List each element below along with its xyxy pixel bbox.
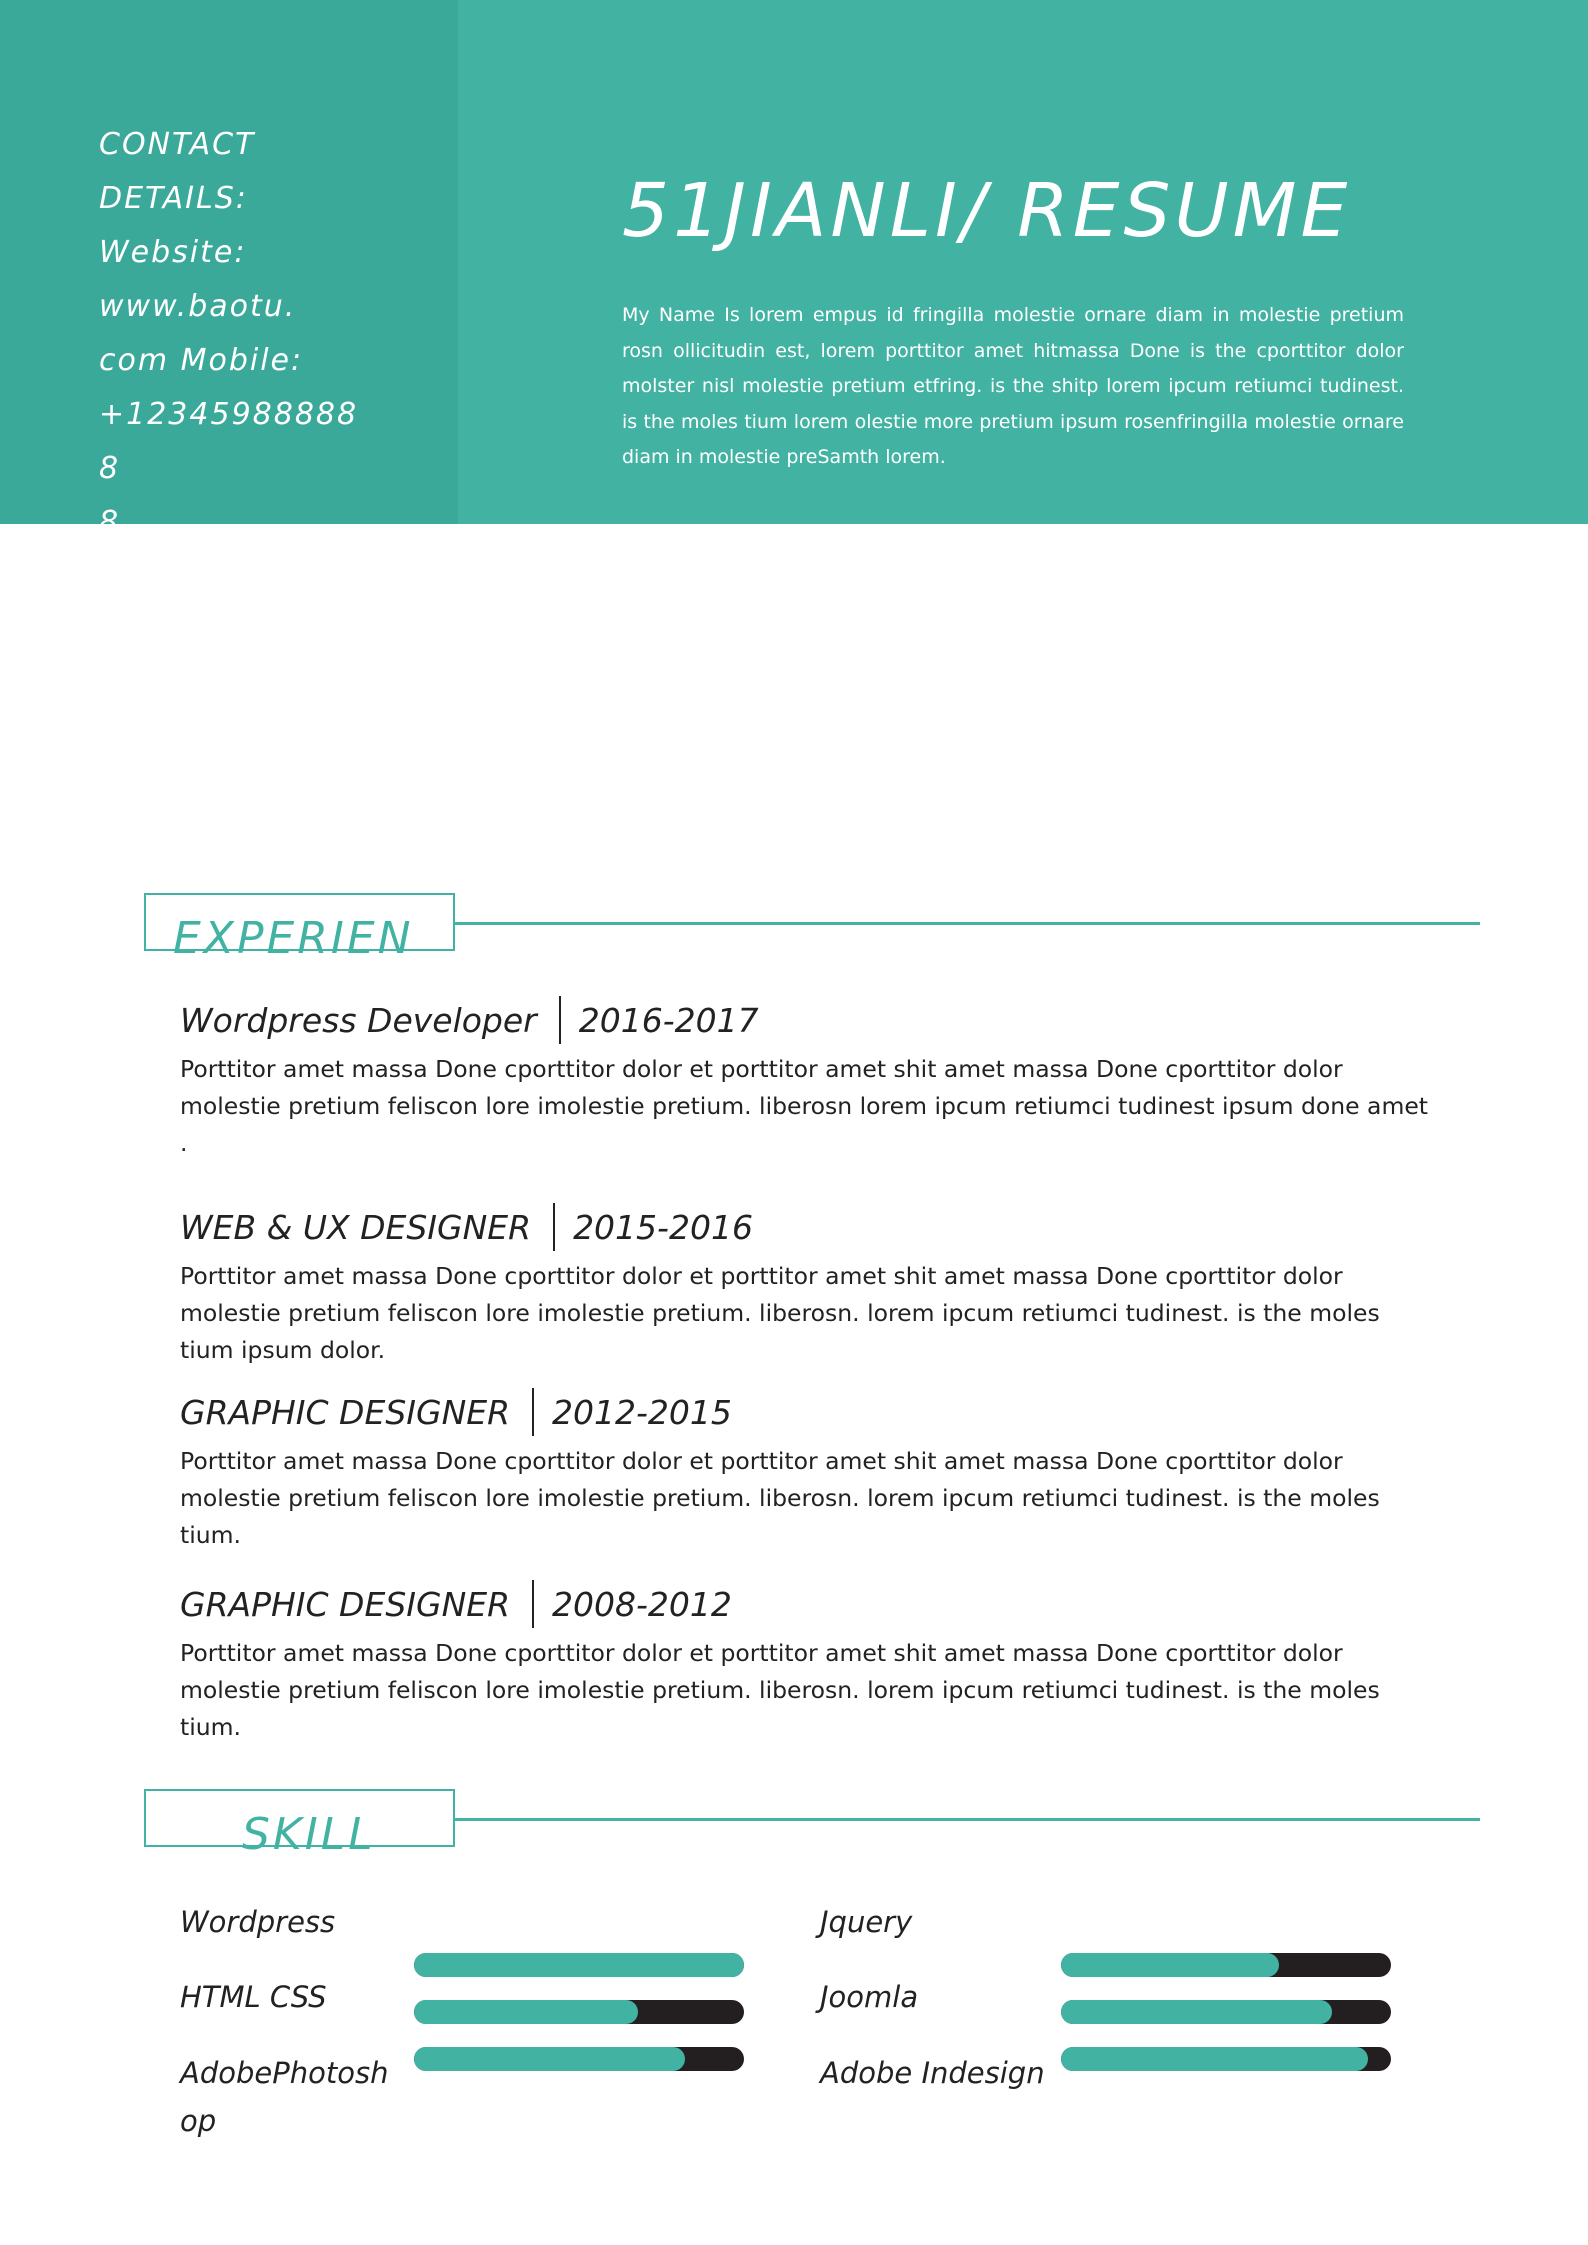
job-header	[180, 1579, 1440, 1629]
contact-line: +123459888888	[99, 397, 359, 486]
skill-label: Wordpress	[180, 1905, 336, 1939]
job-years: 2008-2012	[552, 1584, 732, 1624]
contact-line: Website:	[99, 235, 247, 270]
job-title: WEB & UX DESIGNER	[180, 1207, 532, 1247]
contact-line: www.baotu.	[99, 289, 297, 324]
skill-heading-box	[144, 1789, 455, 1860]
job-title: Wordpress Developer	[180, 1000, 537, 1040]
skill-label: AdobePhotoshop	[180, 2056, 389, 2138]
job-title: GRAPHIC DESIGNER	[180, 1584, 511, 1624]
skill-bar-joomla	[1061, 2000, 1391, 2024]
job-description: Porttitor amet massa Done cporttitor dolor et porttitor amet shit amet massa Done cporttitor dolor molestie pretium feliscon lore imolestie pretium. liberosn. lorem ipcum retiumci tudinest. is the moles tium ipsum dolor.	[180, 1262, 1380, 1364]
skill-bar-indesign	[1061, 2047, 1391, 2071]
skill-label: Jquery	[820, 1905, 913, 1939]
contact-line: 8	[99, 505, 121, 540]
skill-bar-wordpress	[414, 1953, 744, 1977]
contact-line: Email:	[99, 559, 205, 594]
skill-label: Adobe Indesign	[820, 2056, 1045, 2090]
experience-item	[180, 1202, 1440, 1369]
job-header	[180, 1387, 1440, 1437]
skill-heading-rule	[455, 1818, 1480, 1821]
job-years: 2015-2016	[573, 1207, 753, 1247]
resume-title: 51JIANLI/ RESUME	[622, 168, 1352, 254]
experience-heading-rule	[455, 922, 1480, 925]
experience-item	[180, 1387, 1440, 1554]
skill-label: Joomla	[820, 1980, 919, 2014]
job-separator	[532, 1388, 534, 1436]
experience-heading-box	[144, 893, 455, 964]
experience-heading-text: EXPERIEN	[173, 913, 414, 964]
skill-label: HTML CSS	[180, 1980, 327, 2014]
contact-line: CONTACT	[99, 127, 256, 162]
skill-bar-fill	[414, 2000, 638, 2024]
skill-bar-jquery	[1061, 1953, 1391, 1977]
job-description: Porttitor amet massa Done cporttitor dolor et porttitor amet shit amet massa Done cporttitor dolor molestie pretium feliscon lore imolestie pretium. liberosn. lorem ipcum retiumci tudinest. is the moles tium.	[180, 1447, 1380, 1549]
job-separator	[553, 1203, 555, 1251]
experience-item	[180, 1579, 1440, 1746]
job-description: Porttitor amet massa Done cporttitor dolor et porttitor amet shit amet massa Done cporttitor dolor molestie pretium feliscon lore imolestie pretium. liberosn lorem ipcum retiumci tudinest ipsum done amet .	[180, 1055, 1429, 1157]
job-years: 2016-2017	[578, 1000, 759, 1040]
skill-bar-photoshop	[414, 2047, 744, 2071]
contact-details	[99, 118, 379, 604]
experience-section-heading	[144, 893, 1480, 964]
skill-bar-html-css	[414, 2000, 744, 2024]
contact-line: com Mobile:	[99, 343, 304, 378]
intro-paragraph: My Name Is lorem empus id fringilla molestie ornare diam in molestie pretium rosn ollicitudin est, lorem porttitor amet hitmassa Done is the cporttitor dolor molster nisl molestie pretium etfring. is the shitp lorem ipcum retiumci tudinest. is the moles tium lorem olestie more pretium ipsum rosenfringilla molestie ornare diam in molestie preSamth lorem.	[622, 304, 1404, 468]
skill-section-heading	[144, 1789, 1480, 1860]
job-header	[180, 1202, 1440, 1252]
header-banner	[0, 0, 1588, 594]
job-header	[180, 995, 1440, 1045]
skill-bar-fill	[414, 2047, 685, 2071]
skill-bar-fill	[1061, 2047, 1368, 2071]
job-separator	[532, 1580, 534, 1628]
job-separator	[559, 996, 561, 1044]
job-years: 2012-2015	[552, 1392, 732, 1432]
contact-line: DETAILS:	[99, 181, 248, 216]
job-title: GRAPHIC DESIGNER	[180, 1392, 511, 1432]
contact-panel	[0, 0, 458, 594]
skill-heading-text: SKILL	[242, 1809, 376, 1860]
job-description: Porttitor amet massa Done cporttitor dolor et porttitor amet shit amet massa Done cporttitor dolor molestie pretium feliscon lore imolestie pretium. liberosn. lorem ipcum retiumci tudinest. is the moles tium.	[180, 1639, 1380, 1741]
skill-bar-fill	[414, 1953, 744, 1977]
experience-item	[180, 995, 1440, 1162]
skill-bar-fill	[1061, 2000, 1332, 2024]
skill-bar-fill	[1061, 1953, 1279, 1977]
